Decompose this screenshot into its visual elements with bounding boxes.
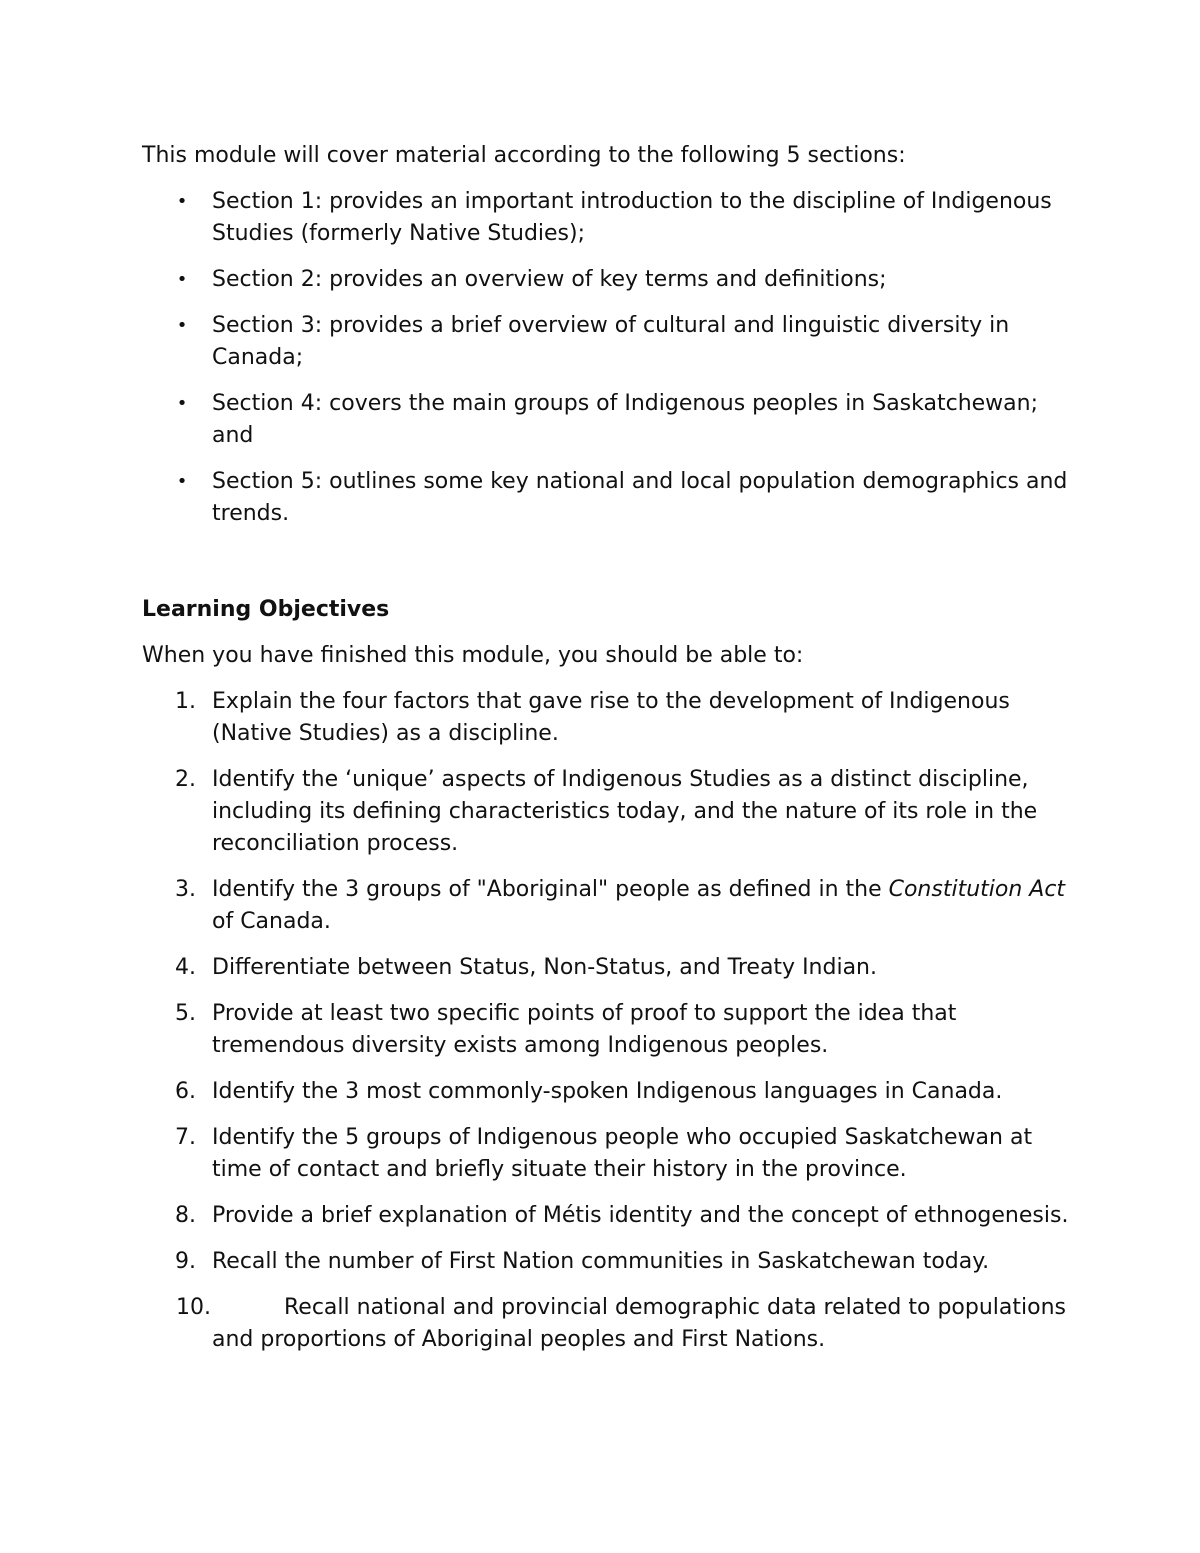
list-item [142, 764, 1072, 860]
objective-text: Identify the 5 groups of Indigenous people who occupied Saskatchewan at time of contact and briefly situate their history in the province. [212, 1125, 1033, 1182]
list-item [142, 998, 1072, 1062]
bullet-icon: • [176, 315, 188, 336]
section-text: Section 4: covers the main groups of Indigenous peoples in Saskatchewan; and [212, 391, 1039, 448]
item-number: 9. [175, 1249, 196, 1274]
list-item [142, 874, 1072, 938]
objective-text: Provide a brief explanation of Métis identity and the concept of ethnogenesis. [212, 1203, 1069, 1228]
list-item [142, 1200, 1072, 1232]
objective-text-pre: Identify the 3 groups of "Aboriginal" people as defined in the [212, 877, 889, 902]
list-item [142, 1246, 1072, 1278]
objective-text: Differentiate between Status, Non-Status, and Treaty Indian. [212, 955, 877, 980]
section-text: Section 1: provides an important introduction to the discipline of Indigenous Studies (formerly Native Studies); [212, 189, 1052, 246]
objective-text: Explain the four factors that gave rise to the development of Indigenous (Native Studies) as a discipline. [212, 689, 1010, 746]
list-item [142, 388, 1072, 452]
item-number: 10. [176, 1295, 211, 1320]
sections-list [142, 186, 1072, 530]
item-number: 6. [175, 1079, 196, 1104]
item-number: 5. [175, 1001, 196, 1026]
list-item [142, 1122, 1072, 1186]
list-item [142, 186, 1072, 250]
list-item [142, 952, 1072, 984]
section-text: Section 2: provides an overview of key terms and definitions; [212, 267, 887, 292]
objective-text: Recall national and provincial demographic data related to populations and proportions of Aboriginal peoples and First Nations. [212, 1295, 1066, 1352]
learning-objectives-heading: Learning Objectives [142, 597, 390, 622]
list-item [142, 264, 1072, 296]
list-item [142, 1292, 1072, 1356]
list-item [142, 686, 1072, 750]
document-body [142, 140, 1072, 1370]
bullet-icon: • [176, 471, 188, 492]
section-text: Section 5: outlines some key national and local population demographics and trends. [212, 469, 1068, 526]
section-text: Section 3: provides a brief overview of cultural and linguistic diversity in Canada; [212, 313, 1010, 370]
list-item [142, 466, 1072, 530]
objective-text: Identify the ‘unique’ aspects of Indigenous Studies as a distinct discipline, including its defining characteristics today, and the nature of its role in the reconciliation process. [212, 767, 1038, 856]
item-number: 4. [175, 955, 196, 980]
objective-text-post: of Canada. [212, 909, 331, 934]
objective-text [212, 877, 1065, 934]
list-item [142, 1076, 1072, 1108]
item-number: 8. [175, 1203, 196, 1228]
objective-text: Recall the number of First Nation communities in Saskatchewan today. [212, 1249, 990, 1274]
objective-text: Provide at least two specific points of proof to support the idea that tremendous diversity exists among Indigenous peoples. [212, 1001, 957, 1058]
bullet-icon: • [176, 393, 188, 414]
list-item [142, 310, 1072, 374]
bullet-icon: • [176, 191, 188, 212]
item-number: 7. [175, 1125, 196, 1150]
objective-text: Identify the 3 most commonly-spoken Indigenous languages in Canada. [212, 1079, 1003, 1104]
item-number: 1. [175, 689, 196, 714]
item-number: 2. [175, 767, 196, 792]
item-number: 3. [175, 877, 196, 902]
intro-paragraph: This module will cover material according to the following 5 sections: [142, 143, 906, 168]
objectives-lead: When you have finished this module, you should be able to: [142, 643, 804, 668]
objectives-list [142, 686, 1072, 1356]
bullet-icon: • [176, 269, 188, 290]
constitution-act-title: Constitution Act [888, 877, 1066, 902]
